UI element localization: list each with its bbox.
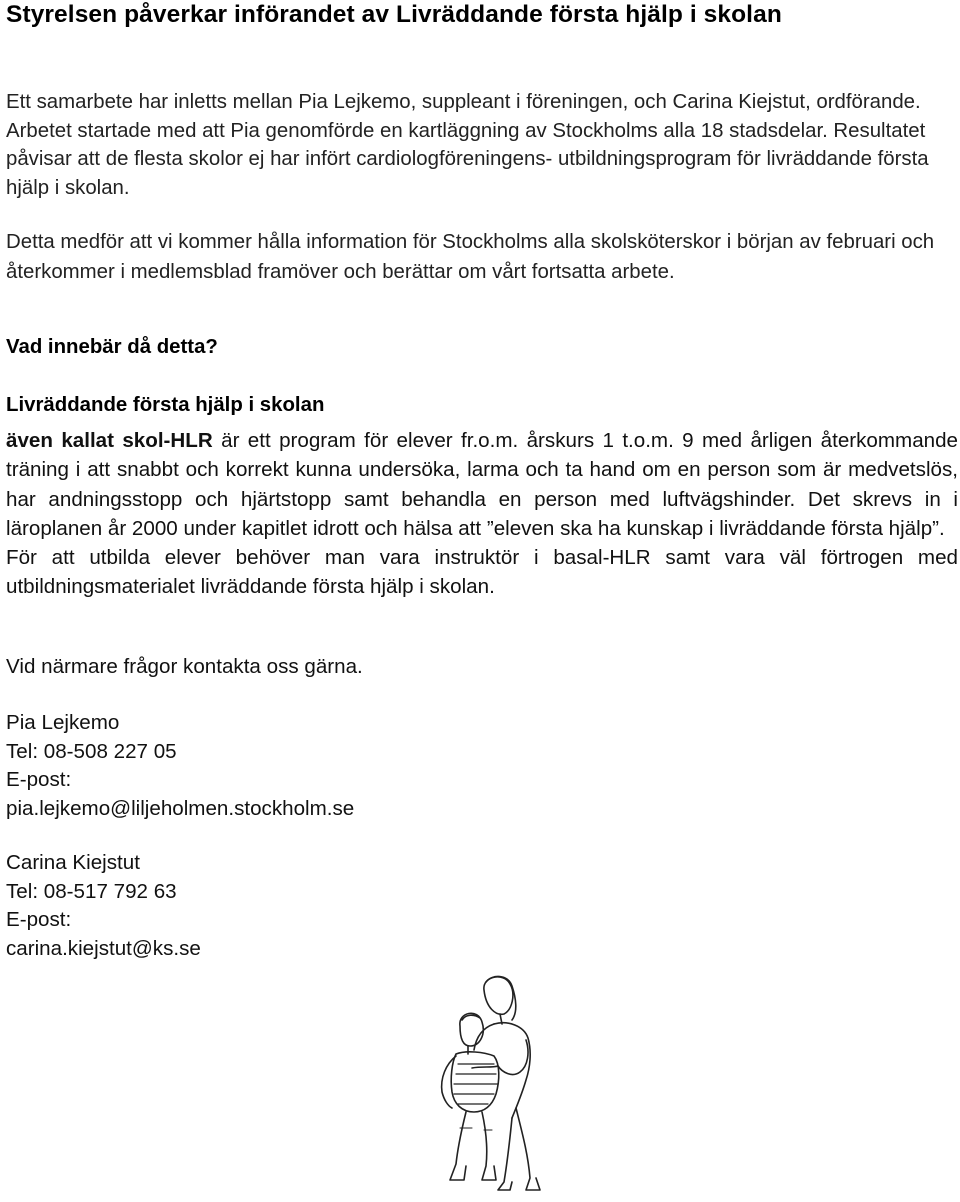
contact-prompt: Vid närmare frågor kontakta oss gärna. <box>6 655 363 678</box>
contact-1-name: Pia Lejkemo <box>6 711 120 734</box>
contact-1-email[interactable]: pia.lejkemo@liljeholmen.stockholm.se <box>6 797 355 820</box>
question-heading: Vad innebär då detta? <box>6 336 218 358</box>
page-title: Styrelsen påverkar införandet av Livräddande första hjälp i skolan <box>6 1 782 28</box>
contact-1-email-label: E-post: <box>6 768 72 791</box>
contact-2-phone: Tel: 08-517 792 63 <box>6 880 177 903</box>
intro-paragraph: Ett samarbete har inletts mellan Pia Lejkemo, suppleant i föreningen, och Carina Kiejstut, ordförande. Arbetet startade med att Pia genomförde en kartläggning av Stockholms alla 18 stadsdelar. Resultatet påvisar att de flesta skolor ej har infört cardiologföreningens- utbildningsprogram för livräddande första hjälp i skolan. <box>6 91 929 199</box>
contact-2-email[interactable]: carina.kiejstut@ks.se <box>6 937 201 960</box>
instructor-requirement: För att utbilda elever behöver man vara instruktör i basal-HLR samt vara väl förtrogen med utbildningsmaterialet livräddande första hjälp i skolan. <box>6 546 958 599</box>
cpr-illustration <box>412 968 572 1198</box>
program-alias: även kallat skol-HLR <box>6 429 213 452</box>
program-description <box>6 426 958 602</box>
program-heading: Livräddande första hjälp i skolan <box>6 394 325 416</box>
info-paragraph: Detta medför att vi kommer hålla information för Stockholms alla skolsköterskor i början av februari och återkommer i medlemsblad framöver och berättar om vårt fortsatta arbete. <box>6 231 935 283</box>
contact-1-phone: Tel: 08-508 227 05 <box>6 740 177 763</box>
program-description-text: är ett program för elever fr.o.m. årskurs 1 t.o.m. 9 med årligen återkommande träning i att snabbt och korrekt kunna undersöka, larma och ta hand om en person som är medvetslös, har andningsstopp och hjärtstopp samt behandla en person med luftvägshinder. Det skrevs in i läroplanen år 2000 under kapitlet idrott och hälsa att ”eleven ska ha kunskap i livräddande första hjälp”. <box>6 429 959 540</box>
contact-2-name: Carina Kiejstut <box>6 851 140 874</box>
contact-2-email-label: E-post: <box>6 908 72 931</box>
